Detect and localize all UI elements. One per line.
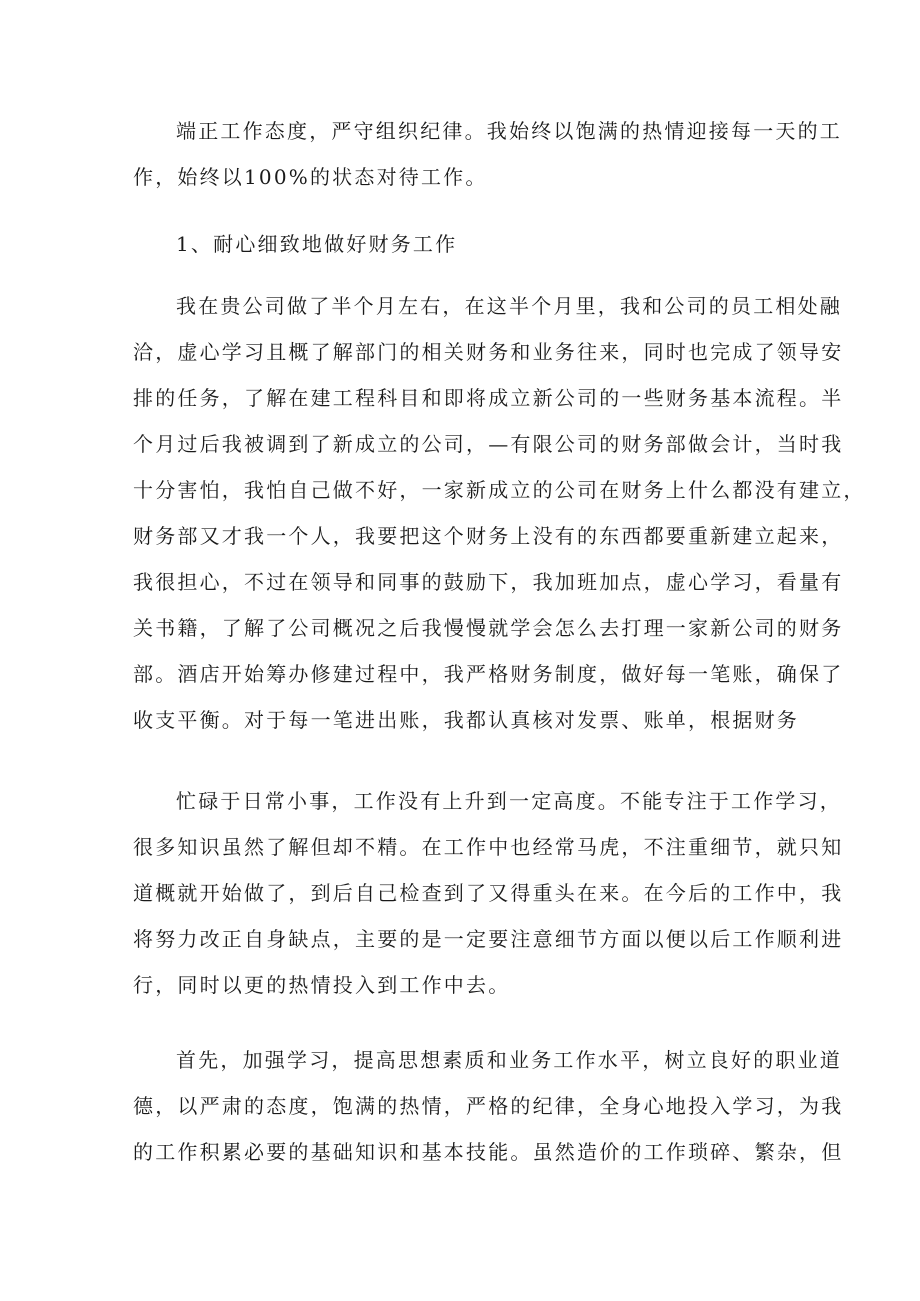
text-line: 我在贵公司做了半个月左右，在这半个月里，我和公司的员工相处融	[176, 294, 842, 318]
text-line: 排的任务，了解在建工程科目和即将成立新公司的一些财务基本流程。半	[133, 386, 844, 410]
text-line: 很多知识虽然了解但却不精。在工作中也经常马虎，不注重细节，就只知	[133, 835, 844, 859]
text-line: 行，同时以更的热情投入到工作中去。	[133, 973, 511, 997]
text-line: 作，始终以100%的状态对待工作。	[133, 165, 488, 189]
text-line: 端正工作态度，严守组织纪律。我始终以饱满的热情迎接每一天的工	[176, 119, 842, 143]
text-line: 收支平衡。对于每一笔进出账，我都认真核对发票、账单，根据财务	[133, 708, 799, 732]
paragraph-1	[133, 108, 842, 200]
text-line: 将努力改正自身缺点，主要的是一定要注意细节方面以便以后工作顺利进	[133, 927, 844, 951]
text-line: 我很担心，不过在领导和同事的鼓励下，我加班加点，虚心学习，看量有	[133, 570, 844, 594]
section-heading	[133, 221, 793, 267]
text-line: 关书籍，了解了公司概况之后我慢慢就学会怎么去打理一家新公司的财务	[133, 616, 844, 640]
text-line: 德，以严肃的态度，饱满的热情，严格的纪律，全身心地投入学习，为我	[133, 1094, 844, 1118]
heading-line: 1、耐心细致地做好财务工作	[176, 232, 458, 256]
text-line: 部。酒店开始筹办修建过程中，我严格财务制度，做好每一笔账，确保了	[133, 662, 844, 686]
text-line: 个月过后我被调到了新成立的公司，—有限公司的财务部做会计，当时我	[133, 432, 844, 456]
text-line: 忙碌于日常小事，工作没有上升到一定高度。不能专注于工作学习，	[176, 789, 842, 813]
text-line: 的工作积累必要的基础知识和基本技能。虽然造价的工作琐碎、繁杂，但	[133, 1140, 844, 1164]
text-line: 道概就开始做了，到后自己检查到了又得重头在来。在今后的工作中，我	[133, 881, 844, 905]
text-line: 十分害怕，我怕自己做不好，一家新成立的公司在财务上什么都没有建立，	[133, 478, 866, 502]
paragraph-4	[133, 1037, 844, 1175]
paragraph-3	[133, 778, 844, 1008]
text-line: 财务部又才我一个人，我要把这个财务上没有的东西都要重新建立起来，	[133, 524, 844, 548]
text-line: 首先，加强学习，提高思想素质和业务工作水平，树立良好的职业道	[176, 1048, 842, 1072]
text-line: 洽，虚心学习且概了解部门的相关财务和业务往来，同时也完成了领导安	[133, 340, 844, 364]
paragraph-2	[133, 283, 866, 743]
